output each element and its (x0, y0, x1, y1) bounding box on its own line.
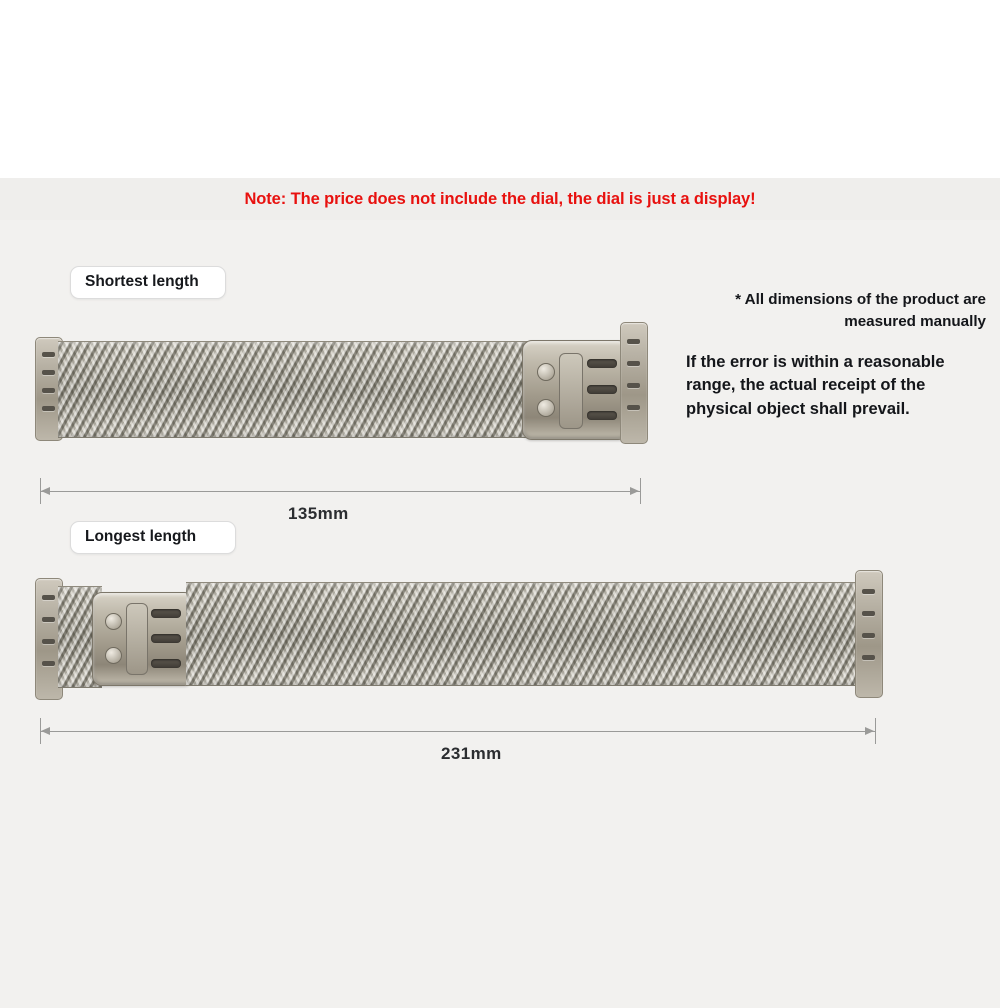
price-note-bar (0, 178, 1000, 220)
dimension-arrow-right-shortest (630, 487, 639, 495)
dimension-arrow-left-shortest (41, 487, 50, 495)
mesh-strap-shortest (58, 341, 528, 438)
side-note-error-range: If the error is within a reasonable range, the actual receipt of the physical object shall prevail. (686, 353, 945, 418)
side-note-manual-measure: * All dimensions of the product are measured manually (735, 291, 986, 331)
dimension-label-longest: 231mm (441, 744, 502, 763)
price-note-text: Note: The price does not include the dial, the dial is just a display! (244, 189, 756, 208)
lug-right-shortest (620, 322, 648, 444)
dimension-cap-right-shortest (640, 478, 641, 504)
dimension-line-longest (40, 731, 875, 732)
clasp-longest (92, 592, 194, 686)
lug-right-longest (855, 570, 883, 698)
dimension-arrow-right-longest (865, 727, 874, 735)
dimension-label-shortest: 135mm (288, 504, 349, 523)
dimension-arrow-left-longest (41, 727, 50, 735)
callout-longest-length: Longest length (70, 521, 236, 554)
dimension-line-shortest (40, 491, 640, 492)
dimension-cap-right-longest (875, 718, 876, 744)
mesh-strap-longest-right (186, 582, 862, 686)
side-notes (686, 289, 986, 421)
clasp-shortest (522, 340, 628, 440)
callout-shortest-length: Shortest length (70, 266, 226, 299)
